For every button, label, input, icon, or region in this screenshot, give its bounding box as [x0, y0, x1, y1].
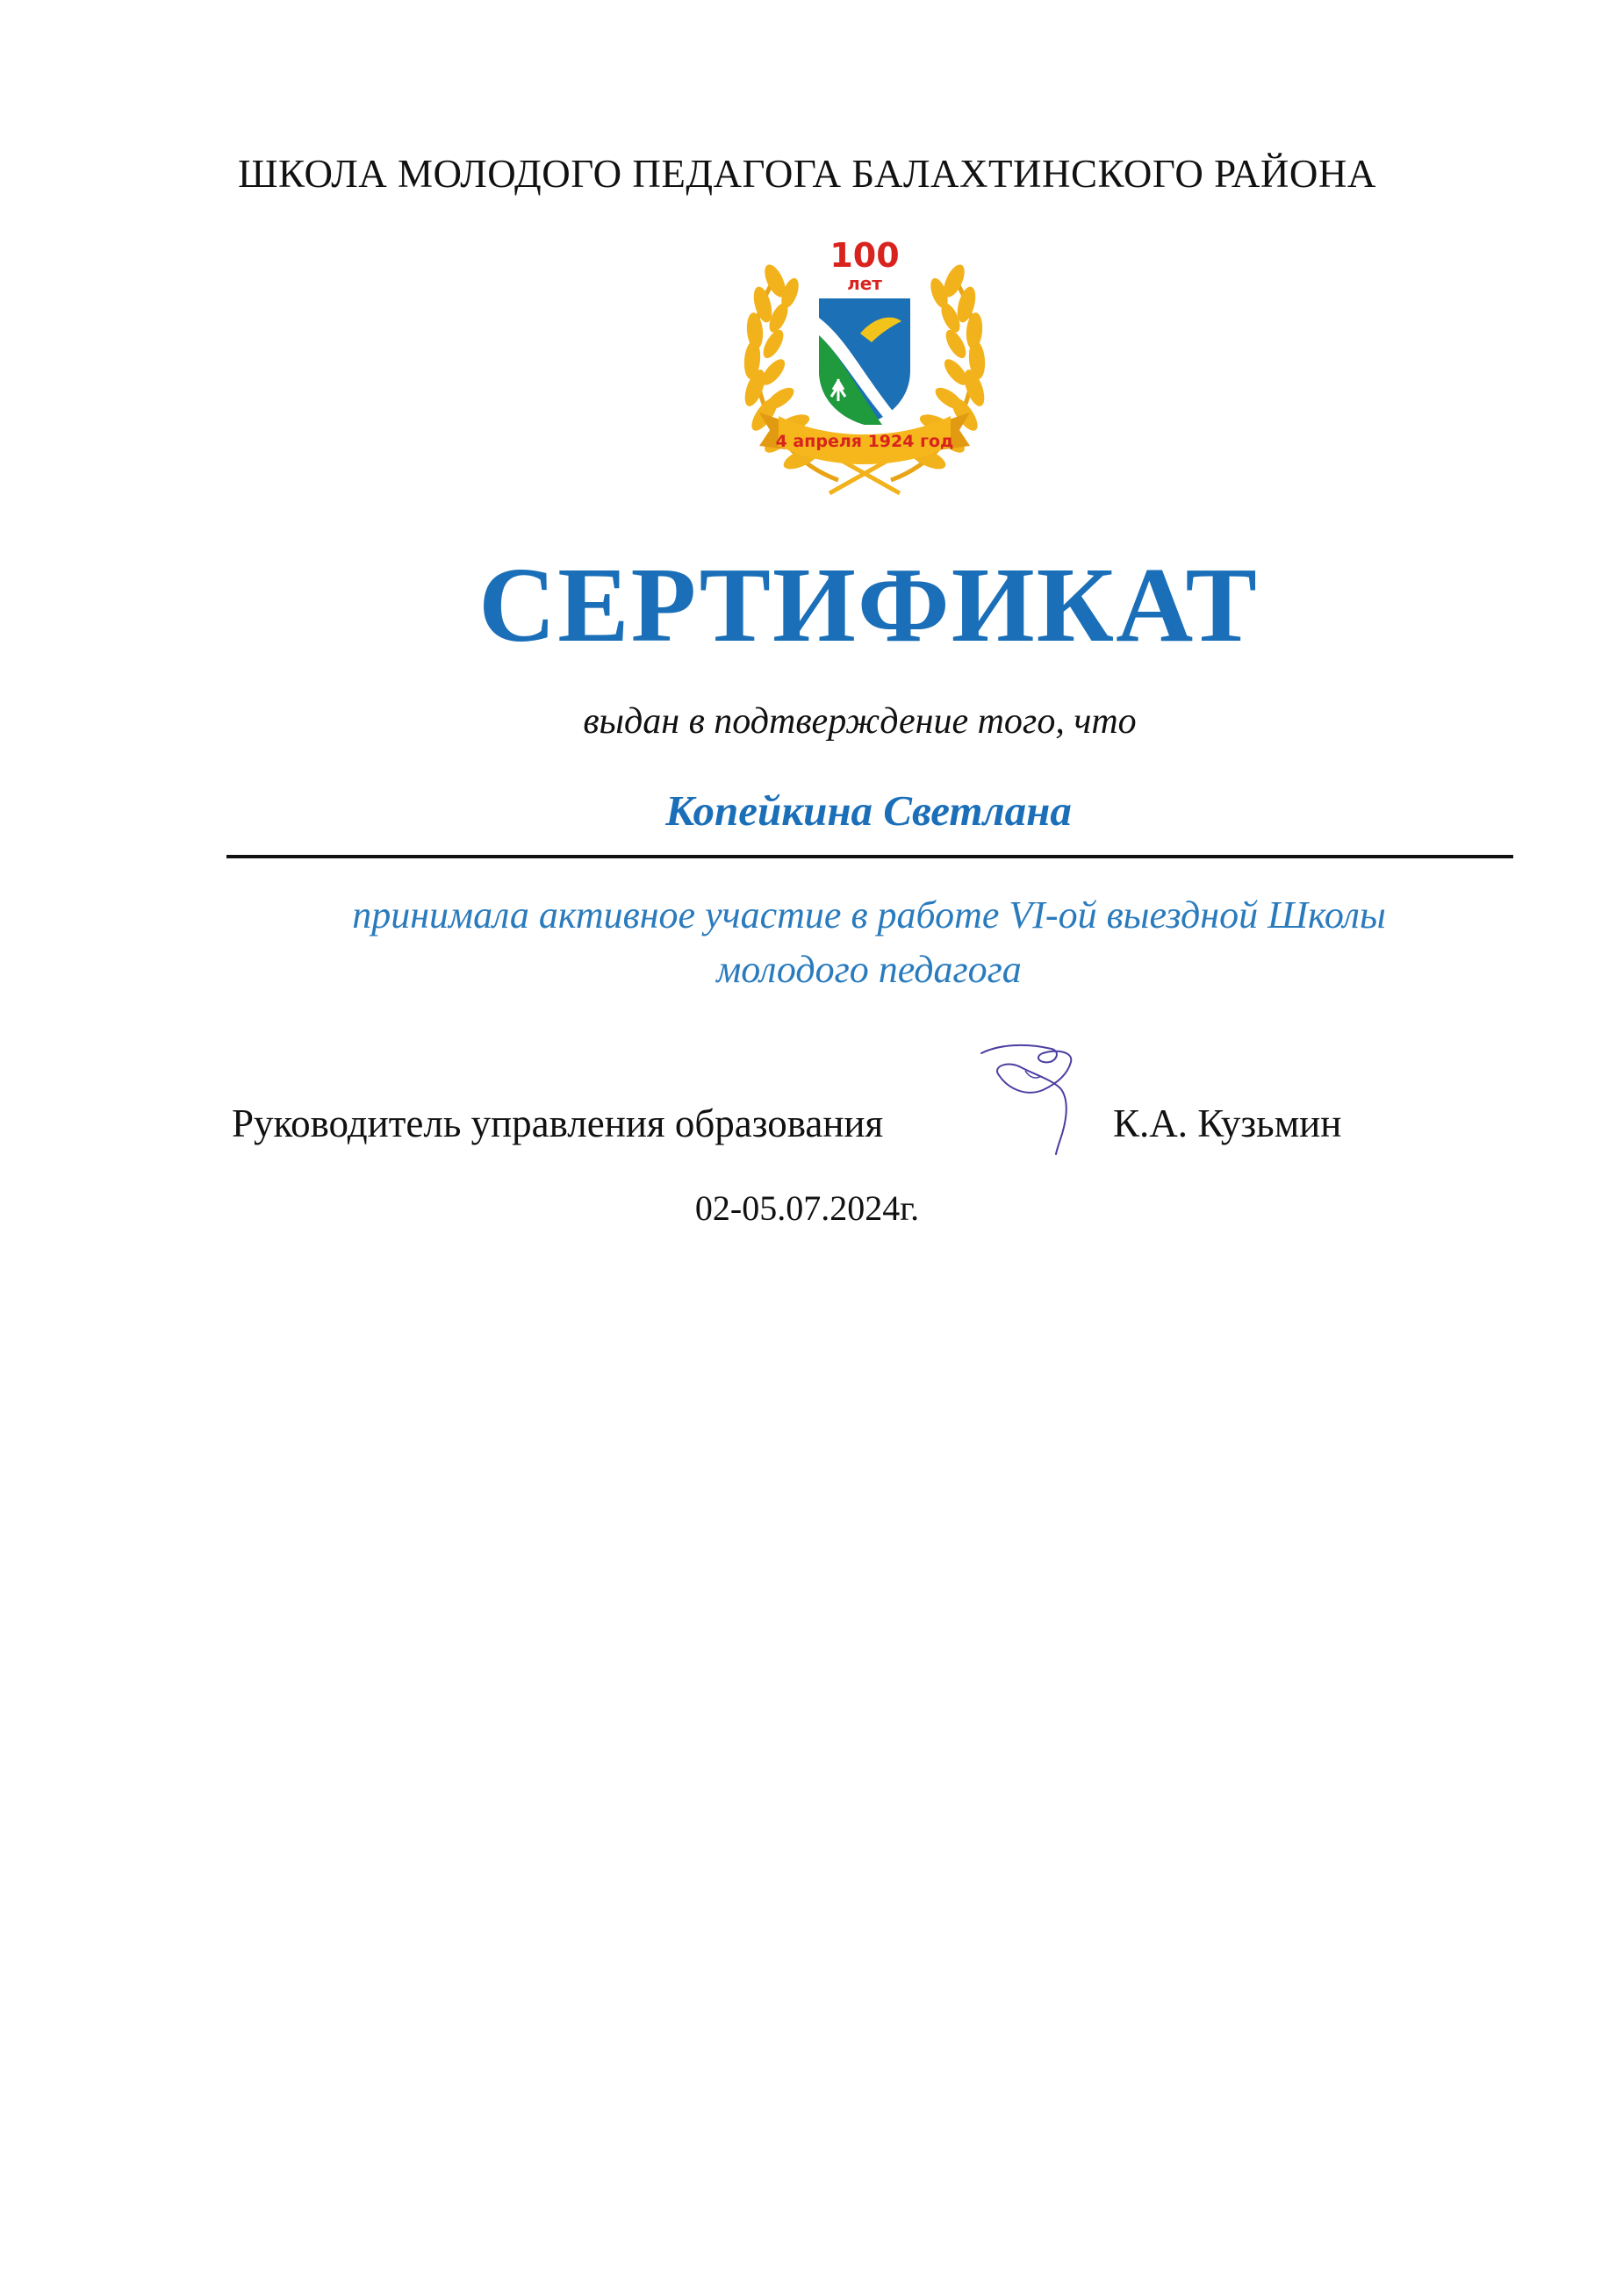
signer-position: Руководитель управления образования [232, 1101, 884, 1145]
certificate-title: СЕРТИФИКАТ [478, 546, 1259, 664]
anniversary-word: лет [847, 273, 882, 294]
handwritten-signature [973, 1036, 1095, 1159]
recipient-underline [226, 855, 1513, 858]
recipient-name: Копейкина Светлана [665, 786, 1072, 835]
signer-name: К.А. Кузьмин [1113, 1101, 1342, 1145]
school-name-header: ШКОЛА МОЛОДОГО ПЕДАГОГА БАЛАХТИНСКОГО РАЙОНА [238, 152, 1376, 196]
certificate-subtitle: выдан в подтверждение того, что [583, 701, 1137, 742]
anniversary-number: 100 [829, 236, 900, 275]
description-line: принимала активное участие в работе VI-ой выездной Школы [352, 893, 1386, 936]
participation-description [211, 888, 1527, 997]
description-line: молодого педагога [716, 948, 1022, 991]
anniversary-emblem [707, 230, 1023, 502]
coat-of-arms-shield [819, 298, 910, 425]
certificate-date: 02-05.07.2024г. [694, 1188, 920, 1228]
ribbon-text: 4 апреля 1924 год [775, 432, 954, 451]
